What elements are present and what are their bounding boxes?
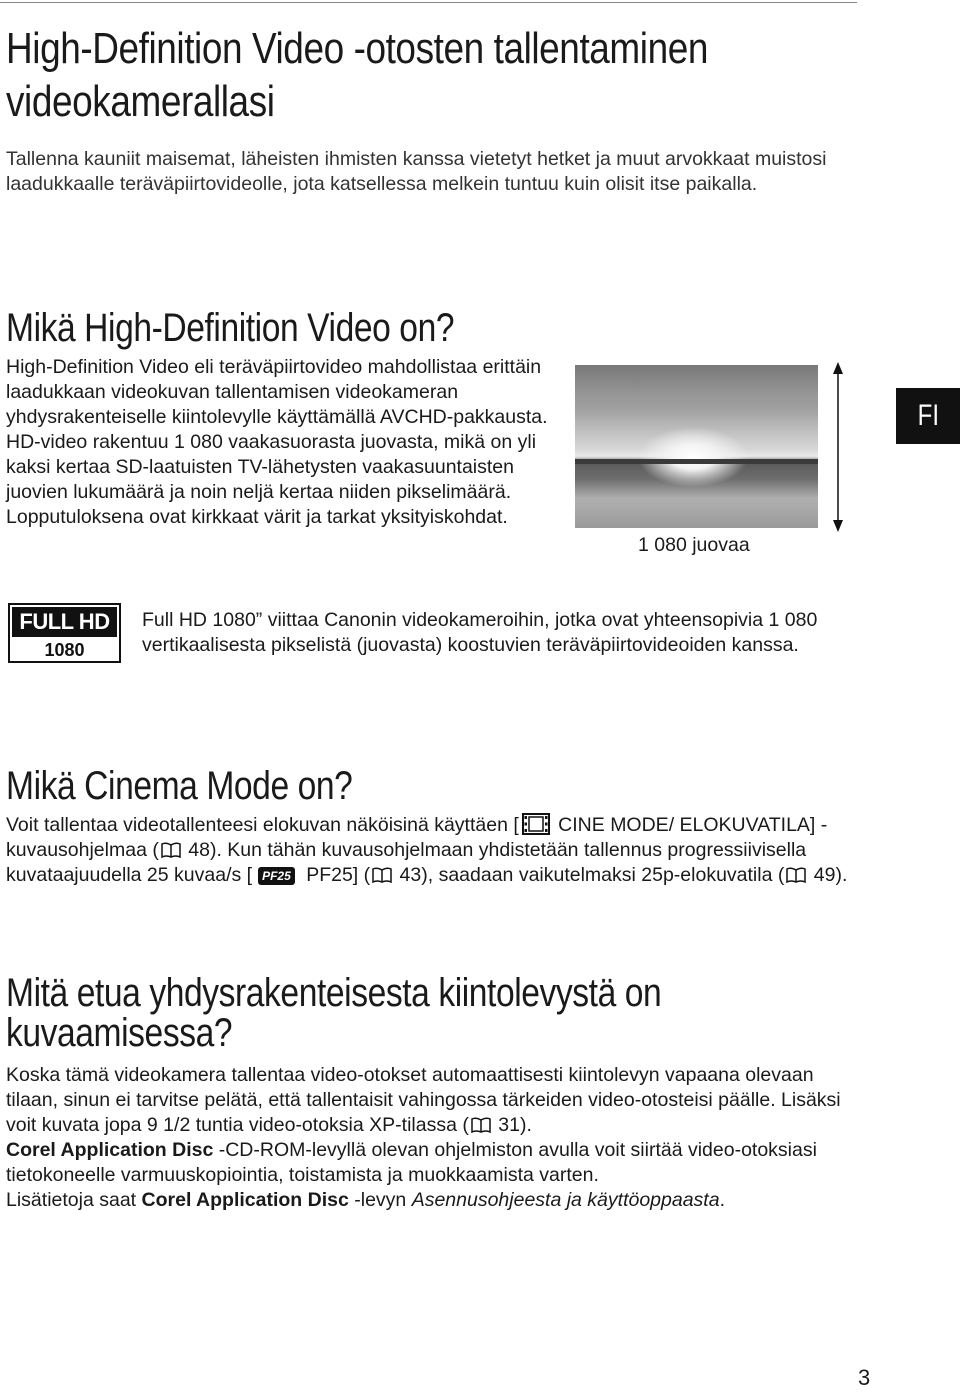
photo-shoreline bbox=[575, 459, 818, 464]
cinema-paragraph: Voit tallentaa videotallenteesi elokuvan näköisinä käyttäen [ CINE MODE/ ELOKUVATILA] -kuvausohjelmaa ( 48). Kun tähän kuvausohjelmaan yhdistetään tallennus progressiivisella kuvataajuudella 25 kuvaa/s [ PF25 PF25] ( 43), saadaan vaikutelmaksi 25p-elokuvatila ( 49). bbox=[6, 814, 848, 886]
film-cine-mode-icon bbox=[522, 813, 550, 835]
hd-heading: Mikä High-Definition Video on? bbox=[6, 306, 455, 350]
language-tab: FI bbox=[896, 388, 960, 444]
sunset-beach-photo bbox=[575, 365, 818, 528]
intro-paragraph: Tallenna kauniit maisemat, läheisten ihmisten kanssa vietetyt hetket ja muut arvokkaat muistosi laadukkaalle teräväpiirtovideolle, jota katsellessa melkein tuntuu kuin olisit itse paikalla. bbox=[6, 148, 827, 195]
pf25-icon: PF25 bbox=[258, 867, 295, 885]
hd-paragraph: High-Definition Video eli teräväpiirtovideo mahdollistaa erittäin laadukkaan videokuvan tallentamisen videokameran yhdysrakenteiselle kiintolevylle käyttämällä AVCHD-pakkausta. HD-video rakentuu 1 080 vaakasuorasta juovasta, mikä on yli kaksi kertaa SD-laatuisten TV-lähetysten vaakasuuntaisten juovien lukumäärä ja noin neljä kertaa niiden pikselimäärä. Lopputuloksena ovat kirkkaat värit ja tarkat yksityiskohdat. bbox=[6, 356, 548, 528]
vertical-double-arrow-icon bbox=[828, 362, 848, 532]
hard-disk-heading: Mitä etua yhdysrakenteisesta kiintolevystä on kuvaamisessa? bbox=[6, 971, 662, 1055]
hard-disk-paragraph: Koska tämä videokamera tallentaa video-otokset automaattisesti kiintolevyn vapaana olevaan tilaan, sinun ei tarvitse pelätä, että tallentaisit vahingossa tärkeiden video-otosteisi päälle. Lisäksi voit kuvata jopa 9 1/2 tuntia video-otoksia XP-tilassa ( 31). Corel Application Disc -CD-ROM-levyllä olevan ohjelmiston avulla voit siirtää video-otoksiasi tietokoneelle varmuuskopiointia, toistamista ja muokkaamista varten. Lisätietoja saat Corel Application Disc -levyn Asennusohjeesta ja käyttöoppaasta. bbox=[6, 1064, 841, 1211]
book-reference-icon bbox=[786, 867, 806, 883]
image-caption: 1 080 juovaa bbox=[638, 534, 750, 556]
book-reference-icon bbox=[471, 1117, 491, 1133]
book-reference-icon bbox=[161, 842, 181, 858]
full-hd-description: Full HD 1080” viittaa Canonin videokameroihin, jotka ovat yhteensopivia 1 080 vertikaalisesta pikselistä (juovasta) koostuvien teräväpiirtovideoiden kanssa. bbox=[142, 609, 818, 656]
page-number: 3 bbox=[858, 1365, 871, 1390]
full-hd-1080-logo bbox=[8, 603, 121, 663]
photo-sky bbox=[575, 365, 818, 420]
corel-disc-name: Corel Application Disc bbox=[141, 1189, 349, 1211]
top-rule bbox=[0, 2, 857, 3]
guide-title: Asennusohjeesta ja käyttöoppaasta bbox=[411, 1189, 720, 1211]
cinema-heading: Mikä Cinema Mode on? bbox=[6, 764, 353, 808]
full-hd-logo-top: FULL HD bbox=[12, 607, 117, 637]
full-hd-logo-bottom: 1080 bbox=[44, 640, 85, 660]
book-reference-icon bbox=[372, 867, 392, 883]
corel-disc-name: Corel Application Disc bbox=[6, 1139, 214, 1161]
page-title: High-Definition Video -otosten tallentaminen videokamerallasi bbox=[6, 24, 708, 126]
